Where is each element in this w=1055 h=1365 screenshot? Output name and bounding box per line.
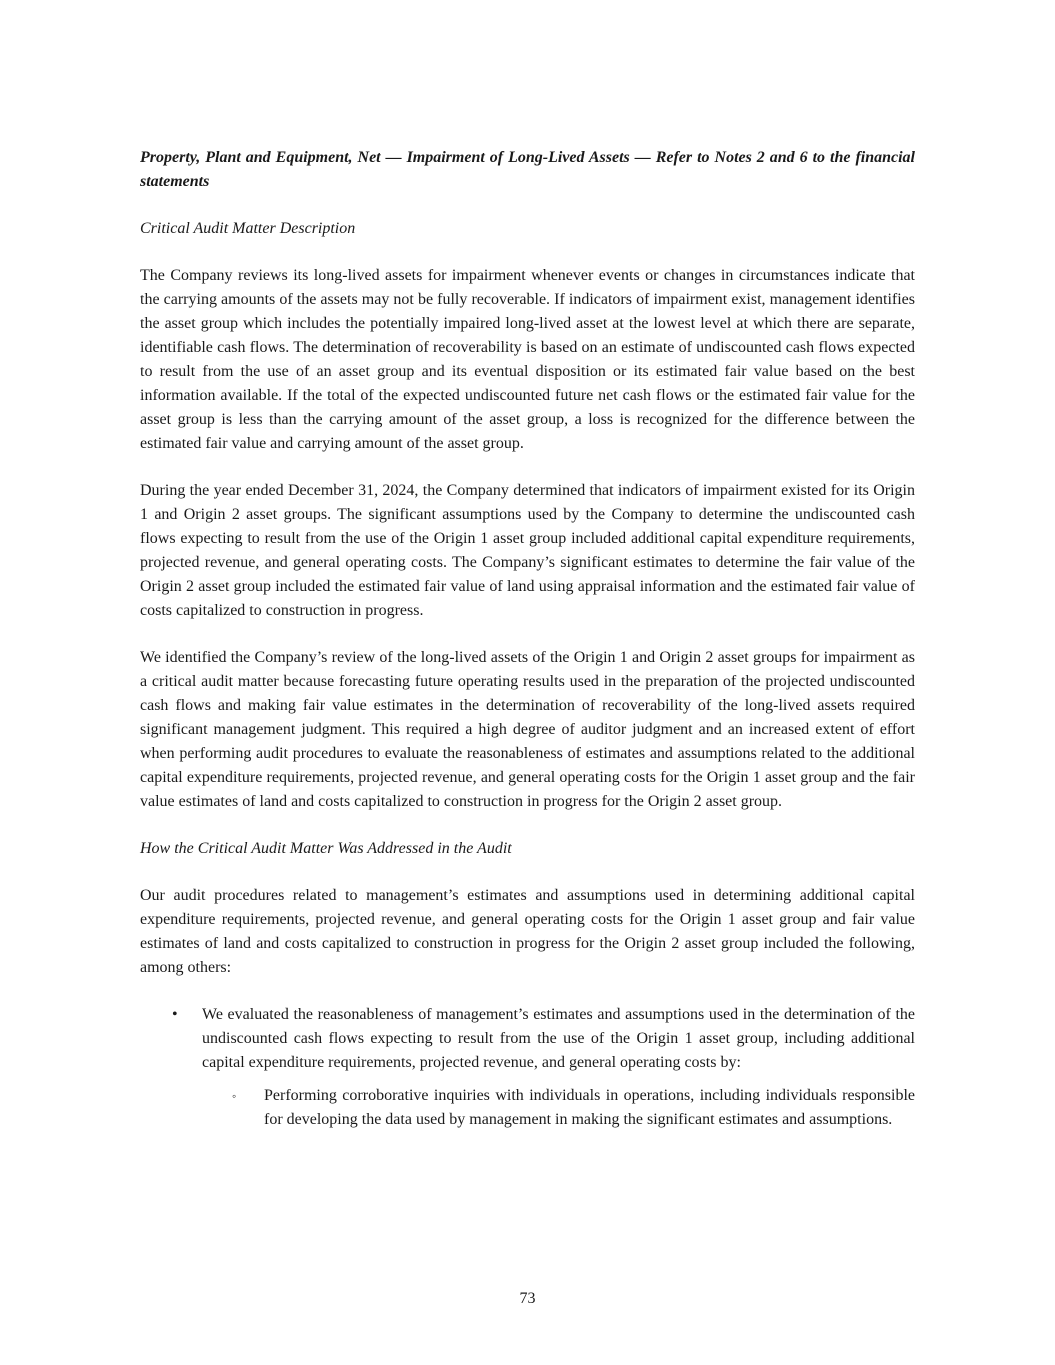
cam-addressed-title: How the Critical Audit Matter Was Addressed in the Audit [140, 840, 512, 857]
page-number: 73 [519, 1290, 536, 1307]
paragraph-cam-identification: We identified the Company’s review of the long-lived assets of the Origin 1 and Origin 2 asset groups for impairment as a critical audit matter because forecasting future operating results used in the preparation of the projected undiscounted cash flows and making fair value estimates in the determination of recoverability of the long-lived assets required significant management judgment. This required a high degree of auditor judgment and an increased extent of effort when performing audit procedures to evaluate the reasonableness of estimates and assumptions related to the additional capital expenditure requirements, projected revenue, and general operating costs for the Origin 1 asset group and the fair value estimates of land and costs capitalized to construction in progress for the Origin 2 asset group. [140, 649, 915, 810]
paragraph-impairment-indicators: During the year ended December 31, 2024, the Company determined that indicators of impairment existed for its Origin 1 and Origin 2 asset groups. The significant assumptions used by the Company to determine the undiscounted cash flows expecting to result from the use of the Origin 1 asset group included additional capital expenditure requirements, projected revenue, and general operating costs. The Company’s significant estimates to determine the fair value of the Origin 2 asset group included the estimated fair value of land using appraisal information and the estimated fair value of costs capitalized to construction in progress. [140, 482, 915, 619]
paragraph-procedures-intro: Our audit procedures related to management’s estimates and assumptions used in determining additional capital expenditure requirements, projected revenue, and general operating costs for the Origin 1 asset group and fair value estimates of land and costs capitalized to construction in progress for the Origin 2 asset group included the following, among others: [140, 887, 915, 976]
list-item-text: We evaluated the reasonableness of management’s estimates and assumptions used in the determination of the undiscounted cash flows expecting to result from the use of the Origin 1 asset group, including additional capital expenditure requirements, projected revenue, and general operating costs by: [202, 1006, 915, 1071]
document-page [140, 146, 915, 1132]
list-item [140, 1003, 915, 1075]
hollow-bullet-icon: ◦ [232, 1089, 237, 1103]
cam-description-title: Critical Audit Matter Description [140, 220, 356, 237]
sub-list-item-text: Performing corroborative inquiries with individuals in operations, including individuals responsible for developing the data used by management in making the significant estimates and assumptions. [264, 1087, 915, 1128]
paragraph-impairment-policy: The Company reviews its long-lived assets for impairment whenever events or changes in circumstances indicate that the carrying amounts of the assets may not be fully recoverable. If indicators of impairment exist, management identifies the asset group which includes the potentially impaired long-lived asset at the lowest level at which there are separate, identifiable cash flows. The determination of recoverability is based on an estimate of undiscounted cash flows expected to result from the use of an asset group and its eventual disposition or its estimated fair value based on the best information available. If the total of the expected undiscounted future net cash flows or the estimated fair value for the asset group is less than the carrying amount of the asset group, a loss is recognized for the difference between the estimated fair value and carrying amount of the asset group. [140, 267, 915, 452]
section-heading: Property, Plant and Equipment, Net — Impairment of Long-Lived Assets — Refer to Notes 2 and 6 to the financial statements [140, 149, 915, 190]
procedures-list [140, 1003, 915, 1075]
procedures-sub-list [140, 1084, 915, 1132]
bullet-icon: • [172, 1006, 178, 1023]
sub-list-item [140, 1084, 915, 1132]
